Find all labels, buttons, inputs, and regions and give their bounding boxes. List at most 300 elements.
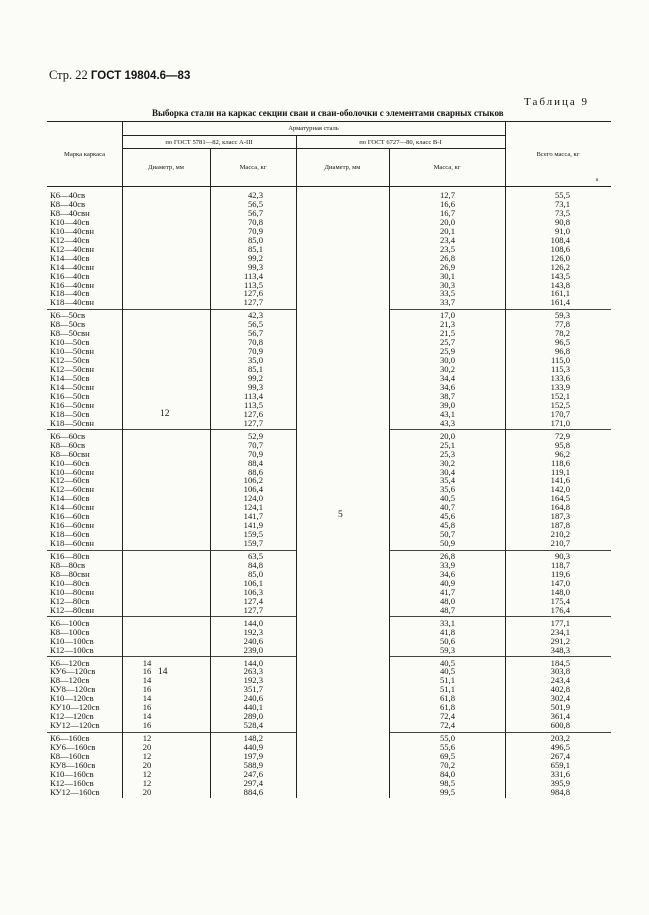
col-rule bbox=[389, 148, 390, 798]
cell-mass-b: 35,4 bbox=[439, 475, 455, 486]
cell-total: 984,8 bbox=[550, 786, 570, 797]
cell-total: 73,5 bbox=[554, 207, 570, 218]
cell-mass-b: 50,6 bbox=[439, 635, 455, 646]
cell-total: 170,7 bbox=[550, 408, 570, 419]
cell-marka: К10—50св bbox=[50, 337, 90, 348]
cell-total: 119,1 bbox=[550, 466, 570, 477]
cell-marka: К16—60св bbox=[50, 511, 90, 522]
cell-mass-a: 99,2 bbox=[247, 252, 263, 263]
cell-mass-a: 113,4 bbox=[243, 270, 263, 281]
cell-marka: К10—50свн bbox=[50, 346, 94, 357]
cell-marka: К8—120св bbox=[50, 675, 90, 686]
cell-total: 115,3 bbox=[550, 364, 570, 375]
cell-mass-b: 35,6 bbox=[439, 484, 455, 495]
group-rule bbox=[210, 656, 296, 657]
group-rule bbox=[389, 429, 611, 430]
cell-total: 302,4 bbox=[550, 693, 570, 704]
cell-mass-a: 35,0 bbox=[247, 355, 263, 366]
cell-total: 59,3 bbox=[554, 310, 570, 321]
table-top-rule bbox=[47, 121, 611, 122]
merged-diameter-14: 14 bbox=[158, 667, 168, 677]
cell-marka: КУ8—160св bbox=[50, 759, 96, 770]
cell-total: 95,8 bbox=[554, 439, 570, 450]
cell-total: 291,2 bbox=[550, 635, 570, 646]
cell-mass-a: 85,1 bbox=[247, 364, 263, 375]
cell-total: 96,2 bbox=[554, 448, 570, 459]
cell-mass-a: 113,4 bbox=[243, 390, 263, 401]
group-rule bbox=[389, 732, 611, 733]
cell-mass-a: 106,1 bbox=[243, 577, 263, 588]
cell-mass-b: 12,7 bbox=[439, 190, 455, 200]
cell-marka: К12—80св bbox=[50, 595, 90, 606]
cell-total: 108,6 bbox=[550, 243, 570, 254]
page-number: Стр. 22 bbox=[49, 68, 88, 82]
header-total: Всего масса, кг bbox=[536, 151, 580, 158]
cell-marka: К12—120св bbox=[50, 711, 94, 722]
cell-total: 659,1 bbox=[550, 759, 570, 770]
cell-total: 78,2 bbox=[554, 328, 570, 339]
cell-marka: К8—40свн bbox=[50, 207, 90, 218]
cell-total: 143,5 bbox=[550, 270, 570, 281]
cell-mass-a: 99,2 bbox=[247, 373, 263, 383]
cell-mass-a: 159,7 bbox=[243, 538, 263, 549]
cell-diam-a: 12 bbox=[142, 768, 152, 779]
cell-marka: К8—50свн bbox=[50, 328, 90, 339]
cell-marka: К14—50свн bbox=[50, 381, 94, 392]
cell-mass-a: 124,0 bbox=[243, 493, 263, 504]
cell-total: 402,8 bbox=[550, 684, 570, 695]
cell-total: 210,7 bbox=[550, 538, 570, 549]
cell-mass-b: 55,6 bbox=[439, 742, 455, 753]
cell-marka: К16—40св bbox=[50, 270, 90, 281]
cell-mass-b: 21,5 bbox=[439, 328, 455, 339]
cell-mass-a: 528,4 bbox=[243, 720, 263, 731]
cell-marka: К10—40свн bbox=[50, 225, 94, 236]
cell-total: 600,8 bbox=[550, 720, 570, 731]
cell-mass-a: 42,3 bbox=[247, 310, 263, 321]
cell-mass-b: 40,9 bbox=[439, 577, 455, 588]
cell-mass-a: 192,3 bbox=[243, 675, 263, 686]
cell-marka: К12—50св bbox=[50, 355, 90, 366]
cell-mass-b: 98,5 bbox=[439, 777, 455, 788]
cell-mass-a: 263,3 bbox=[243, 666, 263, 677]
cell-mass-b: 26,8 bbox=[439, 252, 455, 263]
cell-mass-b: 30,2 bbox=[439, 457, 455, 468]
cell-total: 55,5 bbox=[554, 190, 570, 200]
cell-mass-a: 113,5 bbox=[243, 279, 263, 290]
cell-total: 108,4 bbox=[550, 234, 570, 245]
cell-total: 164,8 bbox=[550, 502, 570, 513]
cell-total: 118,7 bbox=[550, 560, 570, 570]
header-marka: Марка каркаса bbox=[63, 151, 106, 158]
cell-total: 203,2 bbox=[550, 733, 570, 744]
cell-mass-b: 72,4 bbox=[439, 711, 455, 722]
cell-mass-a: 85,0 bbox=[247, 568, 263, 579]
cell-total: 77,8 bbox=[554, 319, 570, 330]
cell-diam-a: 20 bbox=[142, 759, 152, 770]
cell-total: 175,4 bbox=[550, 595, 570, 606]
cell-mass-b: 61,8 bbox=[439, 702, 455, 713]
cell-mass-b: 51,1 bbox=[439, 684, 455, 695]
cell-total: 147,0 bbox=[550, 577, 570, 588]
cell-mass-a: 884,6 bbox=[243, 786, 263, 797]
cell-total: 126,0 bbox=[550, 252, 570, 263]
cell-marka: К10—60св bbox=[50, 457, 90, 468]
cell-mass-b: 70,2 bbox=[439, 759, 455, 770]
group-rule bbox=[389, 309, 611, 310]
cell-marka: К18—60свн bbox=[50, 538, 94, 549]
cell-mass-b: 34,6 bbox=[439, 568, 455, 579]
cell-marka: К14—50св bbox=[50, 373, 90, 383]
cell-mass-a: 197,9 bbox=[243, 751, 263, 761]
cell-mass-b: 45,8 bbox=[439, 520, 455, 531]
cell-marka: КУ12—160св bbox=[50, 786, 100, 797]
cell-diam-a: 16 bbox=[142, 666, 152, 677]
cell-mass-a: 289,0 bbox=[243, 711, 263, 722]
cell-marka: К14—40свн bbox=[50, 261, 94, 272]
cell-marka: К10—80св bbox=[50, 577, 90, 588]
header-mass-b: Масса, кг bbox=[433, 164, 461, 171]
cell-marka: КУ12—120св bbox=[50, 720, 100, 731]
cell-marka: К6—120св bbox=[50, 657, 90, 668]
header-rule bbox=[122, 135, 505, 136]
cell-total: 187,3 bbox=[550, 511, 570, 522]
cell-marka: К10—160св bbox=[50, 768, 94, 779]
cell-mass-a: 52,9 bbox=[247, 430, 263, 441]
cell-total: 331,6 bbox=[550, 768, 570, 779]
cell-total: 496,5 bbox=[550, 742, 570, 753]
cell-total: 90,8 bbox=[554, 216, 570, 227]
cell-total: 126,2 bbox=[550, 261, 570, 272]
cell-total: 348,3 bbox=[550, 644, 570, 655]
cell-total: 142,0 bbox=[550, 484, 570, 495]
cell-marka: К10—60свн bbox=[50, 466, 94, 477]
cell-mass-b: 26,9 bbox=[439, 261, 455, 272]
cell-mass-a: 127,7 bbox=[243, 297, 263, 308]
cell-mass-b: 23,5 bbox=[439, 243, 455, 254]
cell-total: 161,1 bbox=[550, 288, 570, 299]
cell-total: 184,5 bbox=[550, 657, 570, 668]
header-gost-a: по ГОСТ 5781—82, класс А-III bbox=[165, 139, 253, 146]
cell-mass-b: 43,3 bbox=[439, 417, 455, 428]
cell-mass-b: 41,7 bbox=[439, 586, 455, 597]
cell-total: 161,4 bbox=[550, 297, 570, 308]
cell-marka: К12—60св bbox=[50, 475, 90, 486]
cell-mass-b: 30,3 bbox=[439, 279, 455, 290]
header-armaturnaya: Арматурная сталь bbox=[288, 125, 339, 132]
cell-marka: К18—50свн bbox=[50, 417, 94, 428]
cell-marka: К14—60св bbox=[50, 493, 90, 504]
cell-mass-b: 84,0 bbox=[439, 768, 455, 779]
cell-diam-a: 16 bbox=[142, 702, 152, 713]
cell-marka: К18—40свн bbox=[50, 297, 94, 308]
cell-mass-b: 48,0 bbox=[439, 595, 455, 606]
cell-total: 96,5 bbox=[554, 337, 570, 348]
cell-total: 171,0 bbox=[550, 417, 570, 428]
cell-marka: К16—40свн bbox=[50, 279, 94, 290]
cell-marka: К8—80свн bbox=[50, 568, 90, 579]
cell-mass-a: 99,3 bbox=[247, 381, 263, 392]
col-rule bbox=[505, 121, 506, 798]
cell-mass-b: 25,7 bbox=[439, 337, 455, 348]
cell-mass-a: 56,5 bbox=[247, 198, 263, 209]
cell-mass-b: 69,5 bbox=[439, 751, 455, 761]
cell-mass-b: 30,4 bbox=[439, 466, 455, 477]
cell-diam-a: 20 bbox=[142, 786, 152, 797]
cell-mass-b: 99,5 bbox=[439, 786, 455, 797]
cell-marka: К18—60св bbox=[50, 529, 90, 540]
cell-mass-b: 61,8 bbox=[439, 693, 455, 704]
cell-mass-a: 148,2 bbox=[243, 733, 263, 744]
cell-marka: К8—60свн bbox=[50, 448, 90, 459]
cell-mass-a: 159,5 bbox=[243, 529, 263, 540]
cell-mass-a: 63,5 bbox=[247, 551, 263, 562]
cell-total: 501,9 bbox=[550, 702, 570, 713]
cell-mass-b: 25,9 bbox=[439, 346, 455, 357]
header-rule bbox=[122, 148, 505, 149]
cell-marka: К8—50св bbox=[50, 319, 86, 330]
cell-mass-a: 70,9 bbox=[247, 225, 263, 236]
cell-total: 164,5 bbox=[550, 493, 570, 504]
cell-diam-a: 12 bbox=[142, 751, 152, 761]
cell-mass-a: 127,4 bbox=[243, 595, 263, 606]
cell-mass-a: 127,6 bbox=[243, 408, 263, 419]
cell-mass-a: 42,3 bbox=[247, 190, 263, 200]
cell-total: 210,2 bbox=[550, 529, 570, 540]
cell-marka: К6—50св bbox=[50, 310, 86, 321]
cell-mass-a: 99,3 bbox=[247, 261, 263, 272]
cell-mass-a: 440,1 bbox=[243, 702, 263, 713]
cell-mass-a: 56,5 bbox=[247, 319, 263, 330]
header-diam-a: Диаметр, мм bbox=[148, 164, 184, 171]
cell-mass-b: 33,1 bbox=[439, 617, 455, 628]
cell-mass-a: 88,6 bbox=[247, 466, 263, 477]
cell-mass-a: 70,7 bbox=[247, 439, 263, 450]
cell-total: 148,0 bbox=[550, 586, 570, 597]
cell-mass-a: 56,7 bbox=[247, 207, 263, 218]
cell-mass-b: 30,1 bbox=[439, 270, 455, 281]
cell-mass-b: 20,0 bbox=[439, 216, 455, 227]
cell-marka: К6—160св bbox=[50, 733, 90, 744]
cell-marka: К10—80свн bbox=[50, 586, 94, 597]
cell-diam-a: 14 bbox=[142, 657, 152, 668]
cell-mass-b: 41,8 bbox=[439, 626, 455, 637]
cell-mass-a: 70,9 bbox=[247, 448, 263, 459]
cell-mass-b: 30,2 bbox=[439, 364, 455, 375]
cell-mass-a: 440,9 bbox=[243, 742, 263, 753]
cell-mass-b: 34,4 bbox=[439, 373, 455, 383]
table-number: Таблица 9 bbox=[524, 96, 590, 108]
cell-mass-a: 70,9 bbox=[247, 346, 263, 357]
group-rule bbox=[47, 656, 210, 657]
cell-mass-a: 588,9 bbox=[243, 759, 263, 770]
cell-total: 187,8 bbox=[550, 520, 570, 531]
cell-mass-a: 144,0 bbox=[243, 617, 263, 628]
group-rule bbox=[389, 616, 611, 617]
cell-mass-b: 55,0 bbox=[439, 733, 455, 744]
cell-diam-a: 12 bbox=[142, 733, 152, 744]
cell-marka: К14—60свн bbox=[50, 502, 94, 513]
cell-mass-b: 30,0 bbox=[439, 355, 455, 366]
cell-marka: К12—60свн bbox=[50, 484, 94, 495]
cell-total: 73,1 bbox=[554, 198, 570, 209]
cell-mass-b: 45,6 bbox=[439, 511, 455, 522]
group-rule bbox=[389, 550, 611, 551]
cell-mass-b: 33,9 bbox=[439, 560, 455, 570]
cell-marka: К10—40св bbox=[50, 216, 90, 227]
cell-mass-a: 240,6 bbox=[243, 635, 263, 646]
cell-total: 91,0 bbox=[554, 225, 570, 236]
cell-mass-b: 20,1 bbox=[439, 225, 455, 236]
cell-diam-a: 14 bbox=[142, 693, 152, 704]
cell-total: 119,6 bbox=[550, 568, 570, 579]
cell-marka: К8—100св bbox=[50, 626, 90, 637]
cell-mass-a: 240,6 bbox=[243, 693, 263, 704]
cell-mass-a: 113,5 bbox=[243, 399, 263, 410]
cell-mass-a: 297,4 bbox=[243, 777, 263, 788]
col-rule bbox=[296, 135, 297, 798]
cell-marka: К12—80свн bbox=[50, 604, 94, 615]
cell-marka: КУ10—120св bbox=[50, 702, 100, 713]
col-rule bbox=[210, 148, 211, 798]
cell-mass-b: 38,7 bbox=[439, 390, 455, 401]
cell-total: 72,9 bbox=[554, 430, 570, 441]
cell-marka: КУ6—120св bbox=[50, 666, 96, 677]
cell-total: 115,0 bbox=[550, 355, 570, 366]
cell-total: 177,1 bbox=[550, 617, 570, 628]
cell-marka: К18—50св bbox=[50, 408, 90, 419]
cell-mass-a: 84,8 bbox=[247, 560, 263, 570]
cell-marka: КУ6—160св bbox=[50, 742, 96, 753]
cell-mass-b: 25,1 bbox=[439, 439, 455, 450]
cell-marka: К8—80св bbox=[50, 560, 86, 570]
header-bottom-rule bbox=[47, 186, 611, 187]
merged-diameter-5: 5 bbox=[338, 510, 343, 520]
merged-diameter-12: 12 bbox=[160, 409, 170, 419]
cell-mass-a: 192,3 bbox=[243, 626, 263, 637]
cell-marka: К12—160св bbox=[50, 777, 94, 788]
cell-marka: К16—50свн bbox=[50, 399, 94, 410]
cell-mass-b: 16,7 bbox=[439, 207, 455, 218]
cell-marka: К12—40св bbox=[50, 234, 90, 245]
cell-diam-a: 16 bbox=[142, 720, 152, 731]
cell-mass-b: 16,6 bbox=[439, 198, 455, 209]
cell-mass-b: 51,1 bbox=[439, 675, 455, 686]
cell-mass-a: 351,7 bbox=[243, 684, 263, 695]
cell-mass-b: 33,7 bbox=[439, 297, 455, 308]
cell-mass-b: 40,5 bbox=[439, 493, 455, 504]
cell-mass-b: 23,4 bbox=[439, 234, 455, 245]
cell-mass-a: 70,8 bbox=[247, 337, 263, 348]
cell-marka: КУ8—120св bbox=[50, 684, 96, 695]
cell-mass-a: 70,8 bbox=[247, 216, 263, 227]
header-mass-a: Масса, кг bbox=[239, 164, 267, 171]
cell-total: 90,3 bbox=[554, 551, 570, 562]
cell-mass-b: 21,3 bbox=[439, 319, 455, 330]
cell-mass-a: 106,3 bbox=[243, 586, 263, 597]
cell-mass-a: 88,4 bbox=[247, 457, 263, 468]
cell-mass-b: 34,6 bbox=[439, 381, 455, 392]
cell-mass-b: 59,3 bbox=[439, 644, 455, 655]
cell-marka: К8—40св bbox=[50, 198, 86, 209]
cell-marka: К6—60св bbox=[50, 430, 86, 441]
cell-mass-b: 40,5 bbox=[439, 657, 455, 668]
cell-total: 133,6 bbox=[550, 373, 570, 383]
cell-total: 143,8 bbox=[550, 279, 570, 290]
standard-code: ГОСТ 19804.6—83 bbox=[90, 70, 191, 82]
cell-total: 267,4 bbox=[550, 751, 570, 761]
cell-total: 361,4 bbox=[550, 711, 570, 722]
cell-mass-a: 239,0 bbox=[243, 644, 263, 655]
cell-mass-b: 25,3 bbox=[439, 448, 455, 459]
cell-diam-a: 14 bbox=[142, 711, 152, 722]
cell-mass-b: 48,7 bbox=[439, 604, 455, 615]
cell-total: 152,5 bbox=[550, 399, 570, 410]
cell-mass-b: 26,8 bbox=[439, 551, 455, 562]
cell-total: 96,8 bbox=[554, 346, 570, 357]
cell-mass-b: 17,0 bbox=[439, 310, 455, 321]
cell-mass-a: 144,0 bbox=[243, 657, 263, 668]
cell-total: 395,9 bbox=[550, 777, 570, 788]
cell-marka: К6—100св bbox=[50, 617, 90, 628]
cell-mass-a: 127,7 bbox=[243, 417, 263, 428]
cell-mass-b: 40,5 bbox=[439, 666, 455, 677]
cell-mass-b: 39,0 bbox=[439, 399, 455, 410]
cell-mass-a: 127,7 bbox=[243, 604, 263, 615]
cell-marka: К12—100св bbox=[50, 644, 94, 655]
cell-marka: К10—120св bbox=[50, 693, 94, 704]
cell-marka: К8—160св bbox=[50, 751, 90, 761]
cell-mass-a: 124,1 bbox=[243, 502, 263, 513]
cell-mass-a: 85,1 bbox=[247, 243, 263, 254]
cell-diam-a: 12 bbox=[142, 777, 152, 788]
cell-mass-b: 50,9 bbox=[439, 538, 455, 549]
cell-mass-a: 106,2 bbox=[243, 475, 263, 486]
cell-marka: К12—40свн bbox=[50, 243, 94, 254]
cell-mass-b: 33,5 bbox=[439, 288, 455, 299]
cell-mass-a: 247,6 bbox=[243, 768, 263, 779]
cell-total: 152,1 bbox=[550, 390, 570, 401]
cell-diam-a: 20 bbox=[142, 742, 152, 753]
cell-mass-b: 50,7 bbox=[439, 529, 455, 540]
cell-mass-a: 141,9 bbox=[243, 520, 263, 531]
page-header bbox=[49, 68, 190, 83]
cell-marka: К16—60свн bbox=[50, 520, 94, 531]
header-gost-b: по ГОСТ 6727—80, класс В-I bbox=[359, 139, 442, 146]
group-rule bbox=[389, 656, 611, 657]
cell-total: 141,6 bbox=[550, 475, 570, 486]
cell-marka: К18—40св bbox=[50, 288, 90, 299]
cell-mass-a: 127,6 bbox=[243, 288, 263, 299]
cell-mass-a: 141,7 bbox=[243, 511, 263, 522]
cell-marka: К16—50св bbox=[50, 390, 90, 401]
cell-mass-b: 40,7 bbox=[439, 502, 455, 513]
cell-mass-b: 43,1 bbox=[439, 408, 455, 419]
header-diam-b: Диаметр, мм bbox=[324, 164, 361, 171]
cell-total: 133,9 bbox=[550, 381, 570, 392]
cell-marka: К12—50свн bbox=[50, 364, 94, 375]
cell-mass-a: 106,4 bbox=[243, 484, 263, 495]
cell-total: 243,4 bbox=[550, 675, 570, 686]
cell-mass-b: 72,4 bbox=[439, 720, 455, 731]
cell-mass-a: 85,0 bbox=[247, 234, 263, 245]
cell-marka: К16—80св bbox=[50, 551, 90, 562]
cell-marka: К10—100св bbox=[50, 635, 94, 646]
corner-mark: в bbox=[596, 178, 599, 183]
cell-marka: К8—60св bbox=[50, 439, 86, 450]
cell-total: 234,1 bbox=[550, 626, 570, 637]
cell-marka: К14—40св bbox=[50, 252, 90, 263]
